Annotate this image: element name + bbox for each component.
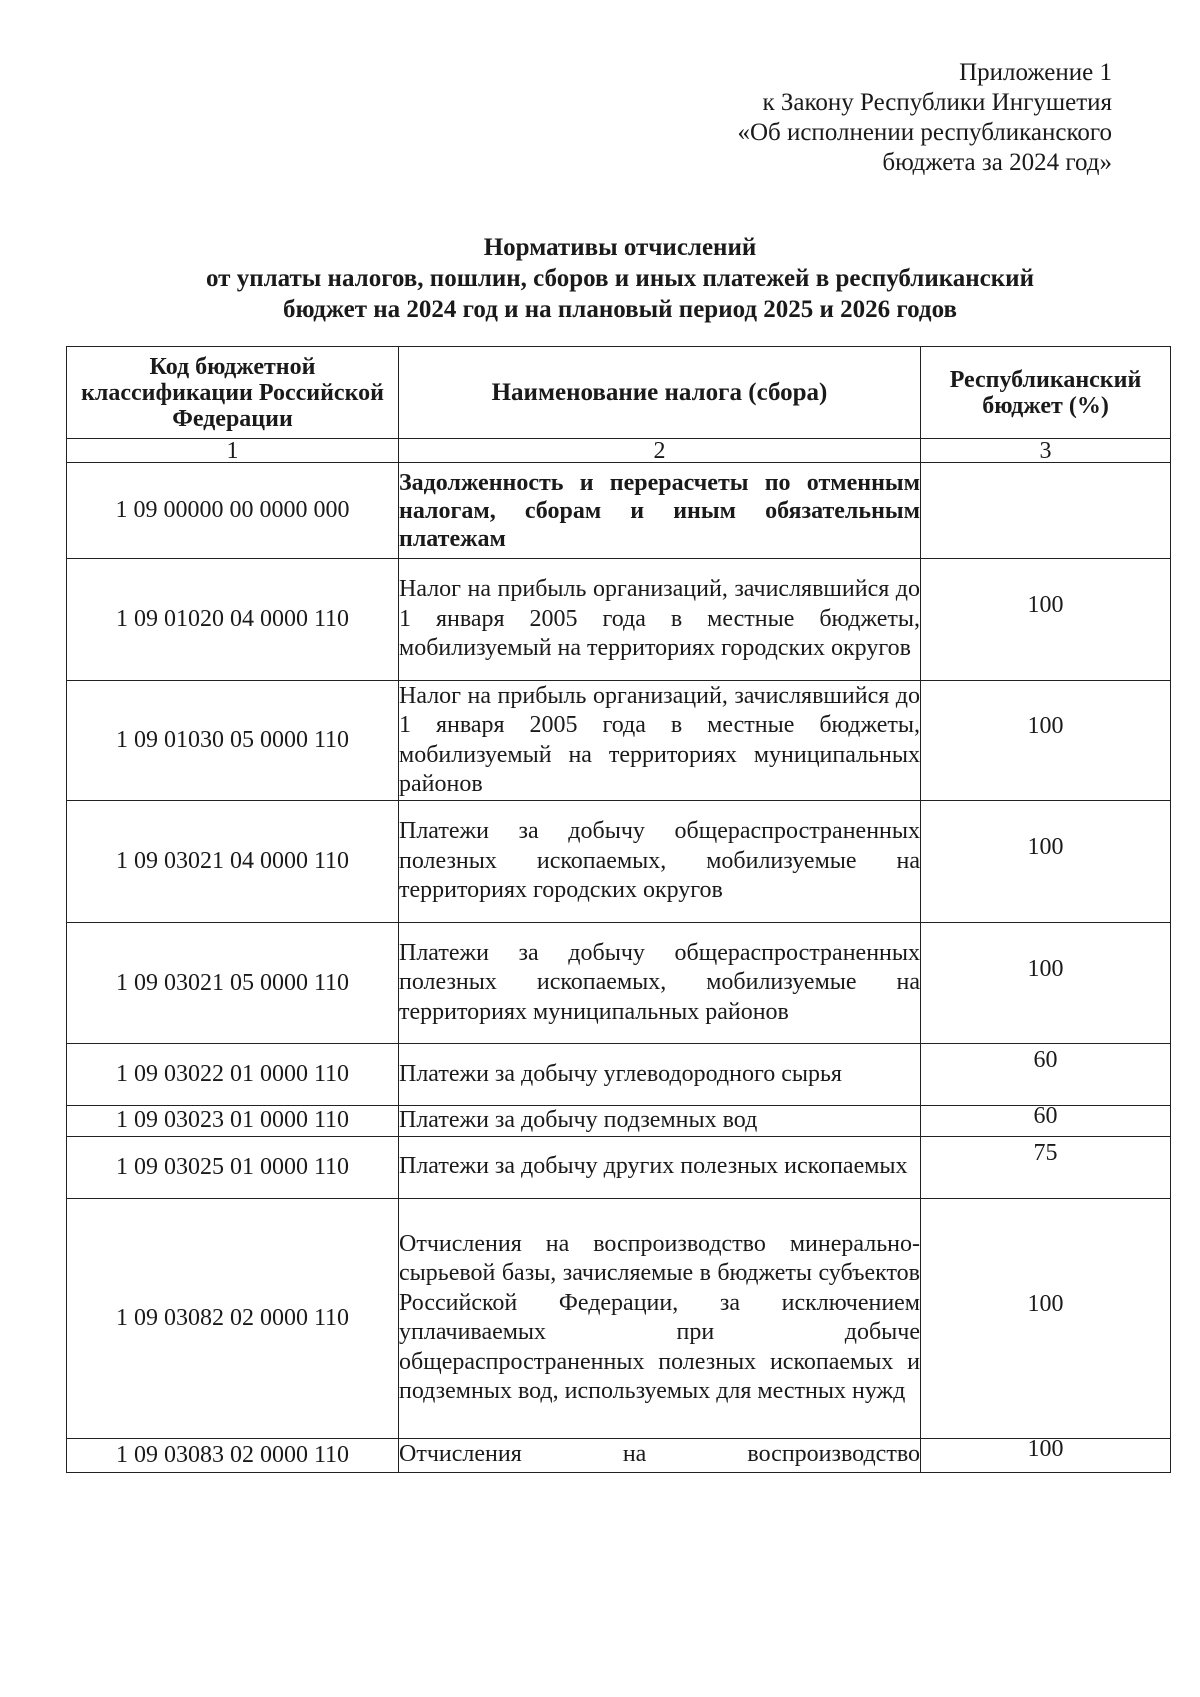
row-code: 1 09 03021 05 0000 110 bbox=[67, 923, 399, 1044]
row-name: Отчисления на воспроизводство минерально-сырьевой базы, зачисляемые в бюджеты субъектов Российской Федерации, за исключением уплачиваемых при добыче общераспространенных полезных ископаемых и подземных вод, используемых для местных нужд bbox=[399, 1198, 921, 1438]
table-row bbox=[67, 1198, 1171, 1438]
row-name: Задолженность и перерасчеты по отменным налогам, сборам и иным обязательным платежам bbox=[399, 463, 921, 559]
row-code: 1 09 00000 00 0000 000 bbox=[67, 463, 399, 559]
column-number: 1 bbox=[67, 439, 399, 463]
column-number-row bbox=[67, 439, 1171, 463]
title-line-1: Нормативы отчислений bbox=[483, 234, 757, 261]
row-code: 1 09 01020 04 0000 110 bbox=[67, 559, 399, 681]
appendix-line-3: «Об исполнении республиканского bbox=[737, 119, 1112, 146]
row-code: 1 09 01030 05 0000 110 bbox=[67, 681, 399, 801]
row-name: Платежи за добычу подземных вод bbox=[399, 1106, 921, 1137]
row-name: Налог на прибыль организаций, зачислявшийся до 1 января 2005 года в местные бюджеты, мобилизуемый на территориях муниципальных районов bbox=[399, 681, 921, 801]
row-percent: 60 bbox=[921, 1106, 1171, 1137]
table-row bbox=[67, 1136, 1171, 1198]
title-line-2: от уплаты налогов, пошлин, сборов и иных платежей в республиканский bbox=[206, 265, 1034, 292]
header-name: Наименование налога (сбора) bbox=[399, 347, 921, 439]
row-name: Платежи за добычу углеводородного сырья bbox=[399, 1044, 921, 1106]
row-code: 1 09 03021 04 0000 110 bbox=[67, 801, 399, 923]
document-title bbox=[120, 232, 1120, 325]
row-percent: 100 bbox=[921, 1198, 1171, 1438]
table-row bbox=[67, 1106, 1171, 1137]
appendix-line-2: к Закону Республики Ингушетия bbox=[762, 89, 1112, 116]
table-row bbox=[67, 923, 1171, 1044]
title-line-3: бюджет на 2024 год и на плановый период 2025 и 2026 годов bbox=[283, 296, 957, 323]
column-number: 3 bbox=[921, 439, 1171, 463]
column-number: 2 bbox=[399, 439, 921, 463]
appendix-block bbox=[737, 58, 1112, 178]
row-percent: 100 bbox=[921, 559, 1171, 681]
row-percent: 100 bbox=[921, 681, 1171, 801]
row-code: 1 09 03022 01 0000 110 bbox=[67, 1044, 399, 1106]
row-code: 1 09 03023 01 0000 110 bbox=[67, 1106, 399, 1137]
row-percent: 75 bbox=[921, 1136, 1171, 1198]
table-row bbox=[67, 1438, 1171, 1472]
row-percent: 100 bbox=[921, 923, 1171, 1044]
table-row bbox=[67, 681, 1171, 801]
header-percent: Республиканский бюджет (%) bbox=[921, 347, 1171, 439]
row-name: Отчисления на воспроизводство bbox=[399, 1438, 921, 1472]
table-header-row bbox=[67, 347, 1171, 439]
row-percent: 60 bbox=[921, 1044, 1171, 1106]
table-row bbox=[67, 801, 1171, 923]
row-percent: 100 bbox=[921, 801, 1171, 923]
row-name: Платежи за добычу общераспространенных полезных ископаемых, мобилизуемые на территориях муниципальных районов bbox=[399, 923, 921, 1044]
row-percent: 100 bbox=[921, 1438, 1171, 1472]
norms-table bbox=[66, 346, 1171, 1473]
table-row bbox=[67, 463, 1171, 559]
row-name: Налог на прибыль организаций, зачислявшийся до 1 января 2005 года в местные бюджеты, мобилизуемый на территориях городских округов bbox=[399, 559, 921, 681]
appendix-line-4: бюджета за 2024 год» bbox=[882, 149, 1112, 176]
header-code: Код бюджетной классификации Российской Федерации bbox=[67, 347, 399, 439]
row-name: Платежи за добычу других полезных ископаемых bbox=[399, 1136, 921, 1198]
row-code: 1 09 03082 02 0000 110 bbox=[67, 1198, 399, 1438]
table-row bbox=[67, 1044, 1171, 1106]
appendix-line-1: Приложение 1 bbox=[959, 59, 1112, 86]
row-code: 1 09 03083 02 0000 110 bbox=[67, 1438, 399, 1472]
table-row bbox=[67, 559, 1171, 681]
row-code: 1 09 03025 01 0000 110 bbox=[67, 1136, 399, 1198]
row-name: Платежи за добычу общераспространенных полезных ископаемых, мобилизуемые на территориях городских округов bbox=[399, 801, 921, 923]
row-percent bbox=[921, 463, 1171, 559]
